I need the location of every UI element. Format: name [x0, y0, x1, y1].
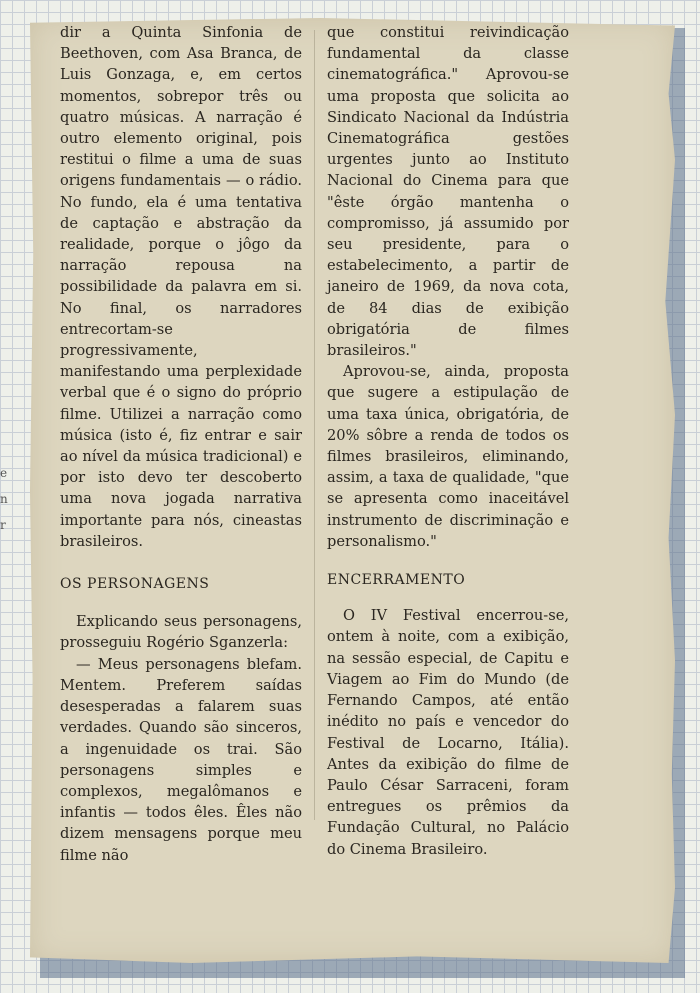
article-paragraph: — Meus personagens blefam. Mentem. Preferem saídas desesperadas a falarem suas verdades. Quando são sinceros, a ingenuidade os trai. São personagens simples e complexos, megalômanos e infantis — todos êles. Êles não dizem mensagens porque meu filme não	[60, 655, 302, 864]
margin-fragments	[0, 460, 18, 538]
left-column	[60, 22, 302, 866]
column-divider	[314, 30, 315, 820]
section-heading: OS PERSONAGENS	[60, 576, 210, 593]
article-paragraph: O IV Festival encerrou-se, ontem à noite, com a exibição, na sessão especial, de Capitu e Viagem ao Fim do Mundo (de Fernando Campos, até então inédito no país e vencedor do Festival de Locarno, Itália). Antes da exibição do filme de Paulo César Sarraceni, foram entregues os prêmios da Fundação Cultural, no Palácio do Cinema Brasileiro.	[327, 607, 569, 858]
margin-fragment: n	[0, 492, 8, 506]
margin-fragment: r	[0, 518, 6, 532]
margin-fragment: e	[0, 466, 8, 480]
section-heading: ENCERRAMENTO	[327, 572, 466, 589]
article-paragraph: dir a Quinta Sinfonia de Beethoven, com Asa Branca, de Luis Gonzaga, e, em certos momentos, sobrepor três ou quatro músicas. A narração é outro elemento original, pois restitui o filme a uma de suas origens fundamentais — o rádio. No fundo, ela é uma tentativa de captação e abstração da realidade, porque o jôgo da narração repousa na possibilidade da palavra em si. No final, os narradores entrecortam-se progressivamente, manifestando uma perplexidade verbal que é o signo do próprio filme. Utilizei a narração como música (isto é, fiz entrar e sair ao nível da música tradicional) e por isto devo ter descoberto uma nova jogada narrativa importante para nós, cineastas brasileiros.	[60, 24, 302, 550]
right-column	[327, 22, 569, 860]
article-paragraph: Explicando seus personagens, prosseguiu Rogério Sganzerla:	[60, 613, 302, 652]
article-paragraph: que constitui reivindicação fundamental da classe cinematográfica." Aprovou-se uma proposta que solicita ao Sindicato Nacional da Indústria Cinematográfica gestões urgentes junto ao Instituto Nacional do Cinema para que "êste órgão mantenha o compromisso, já assumido por seu presidente, para o estabelecimento, a partir de janeiro de 1969, da nova cota, de 84 dias de exibição obrigatória de filmes brasileiros."	[327, 24, 569, 360]
article-paragraph: Aprovou-se, ainda, proposta que sugere a estipulação de uma taxa única, obrigatória, de 20% sôbre a renda de todos os filmes brasileiros, eliminando, assim, a taxa de qualidade, "que se apresenta como inaceitável instrumento de discriminação e personalismo."	[327, 363, 569, 550]
